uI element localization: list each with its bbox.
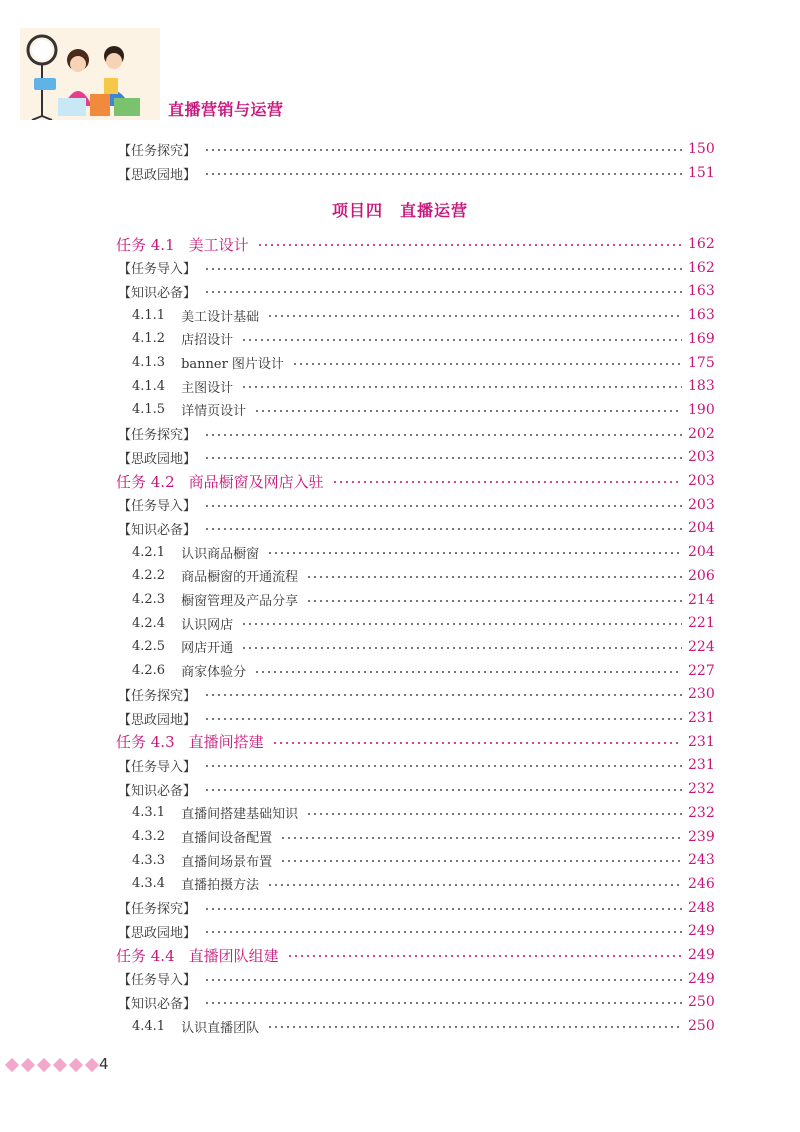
dot-leader (306, 813, 682, 815)
dot-leader (204, 931, 682, 933)
toc-page-number: 231 (688, 733, 715, 750)
toc-entry-label: 【思政园地】 (118, 712, 197, 728)
toc-page-number: 239 (688, 828, 715, 845)
toc-entry-number: 4.3.3 (132, 852, 166, 868)
toc-entry-number: 任务 4.4 (116, 946, 175, 965)
toc-entry-number: 任务 4.1 (116, 235, 175, 254)
toc-entry[interactable] (118, 990, 714, 1014)
toc-entry-label: 【任务探究】 (118, 902, 197, 918)
toc-task-entry[interactable] (116, 232, 714, 256)
toc-section-entry[interactable] (132, 825, 714, 849)
toc-entry-number: 4.1.3 (132, 355, 166, 370)
toc-entry-label: 详情页设计 (181, 404, 247, 420)
toc-task-entry[interactable] (116, 469, 714, 493)
toc-entry-number: 4.3.2 (132, 829, 166, 844)
footer-diamond-ornament (5, 1058, 99, 1072)
toc-page-number: 246 (688, 875, 715, 892)
diamond-icon (21, 1058, 35, 1072)
toc-page-number: 249 (688, 923, 715, 940)
toc-section-entry[interactable] (132, 635, 714, 659)
diamond-icon (85, 1058, 99, 1072)
toc-entry-label: 认识直播团队 (181, 1020, 260, 1036)
toc-entry-label: 美工设计 (188, 235, 249, 254)
toc-task-entry[interactable] (116, 730, 714, 754)
toc-page-number: 163 (688, 283, 715, 300)
toc-page-number: 224 (688, 638, 715, 655)
dot-leader (204, 528, 682, 530)
dot-leader (241, 386, 682, 388)
toc-page-number: 175 (688, 354, 715, 371)
dot-leader (204, 718, 682, 720)
diamond-icon (5, 1058, 19, 1072)
toc-entry-number: 4.3.1 (132, 805, 166, 821)
toc-entry-label: 直播间场景布置 (181, 854, 273, 870)
toc-entry[interactable] (118, 706, 714, 730)
toc-entry-label: 认识商品橱窗 (181, 546, 260, 562)
toc-page-number: 203 (688, 496, 715, 513)
toc-entry-label: 商品橱窗的开通流程 (181, 570, 299, 586)
livestream-illustration (20, 28, 160, 120)
toc-section-entry[interactable] (132, 303, 714, 327)
toc-entry-label: 【思政园地】 (118, 167, 197, 183)
dot-leader (204, 908, 682, 910)
toc-page-number: 250 (688, 994, 715, 1011)
toc-entry[interactable] (118, 422, 714, 446)
toc-entry[interactable] (118, 682, 714, 706)
toc-section-entry[interactable] (132, 564, 714, 588)
dot-leader (241, 647, 682, 649)
dot-leader (241, 339, 682, 341)
toc-entry-label: 【知识必备】 (118, 285, 197, 301)
dot-leader (204, 694, 682, 696)
dot-leader (204, 434, 682, 436)
toc-entry-number: 任务 4.3 (116, 733, 175, 752)
toc-page-number: 250 (688, 1018, 715, 1035)
toc-page-number: 169 (688, 330, 715, 347)
toc-entry-label: banner 图片设计 (181, 357, 284, 372)
toc-page-number: 249 (688, 947, 715, 963)
toc-page-number: 232 (688, 781, 715, 798)
toc-section-entry[interactable] (132, 848, 714, 872)
toc-page-number: 221 (688, 615, 715, 632)
toc-entry-number: 4.3.4 (132, 876, 166, 892)
toc-entry-number: 4.2.6 (132, 663, 166, 679)
toc-entry-label: 【思政园地】 (118, 451, 197, 467)
dot-leader (204, 457, 682, 459)
toc-entry-label: 直播间搭建基础知识 (181, 807, 299, 823)
toc-section-entry[interactable] (132, 327, 714, 351)
diamond-icon (53, 1058, 67, 1072)
toc-page-number: 204 (688, 520, 715, 537)
toc-page-number: 162 (688, 236, 715, 252)
toc-entry-label: 【知识必备】 (118, 996, 197, 1012)
toc-entry[interactable] (118, 896, 714, 920)
toc-section-entry[interactable] (132, 588, 714, 612)
toc-entry-label: 【知识必备】 (118, 783, 197, 799)
toc-page-number: 202 (688, 425, 715, 442)
toc-entry-label: 直播拍摄方法 (181, 878, 260, 894)
toc-page-number: 203 (688, 449, 715, 466)
dot-leader (292, 363, 682, 365)
page-number: 4 (99, 1055, 109, 1073)
dot-leader (267, 1026, 682, 1028)
toc-section-entry[interactable] (132, 540, 714, 564)
toc-entry-number: 任务 4.2 (116, 472, 175, 491)
toc-page-number: 163 (688, 307, 715, 324)
toc-entry[interactable] (118, 137, 714, 161)
toc-entry-label: 店招设计 (181, 333, 234, 349)
toc-entry-label: 直播团队组建 (188, 946, 279, 965)
dot-leader (254, 410, 682, 412)
toc-page-number: 162 (688, 259, 715, 276)
toc-entry-label: 商家体验分 (181, 665, 247, 681)
dot-leader (204, 1002, 682, 1004)
toc-entry-label: 【任务探究】 (118, 688, 197, 704)
dot-leader (287, 955, 682, 957)
toc-entry-label: 直播间搭建 (188, 733, 264, 752)
dot-leader (306, 576, 682, 578)
toc-page-number: 214 (688, 591, 715, 608)
toc-page-number: 248 (688, 899, 715, 916)
dot-leader (280, 860, 682, 862)
toc-entry-number: 4.2.4 (132, 615, 166, 631)
toc-entry-number: 4.2.1 (132, 544, 166, 560)
toc-entry[interactable] (118, 967, 714, 991)
toc-page-number: 230 (688, 686, 715, 703)
dot-leader (204, 291, 682, 293)
toc-page-number: 204 (688, 544, 715, 561)
toc-section-entry[interactable] (132, 374, 714, 398)
toc-entry[interactable] (118, 161, 714, 185)
dot-leader (204, 505, 682, 507)
dot-leader (204, 173, 682, 175)
dot-leader (272, 742, 682, 744)
toc-entry-number: 4.2.3 (132, 592, 166, 607)
toc-entry[interactable] (118, 493, 714, 517)
toc-entry-number: 4.1.1 (132, 307, 166, 323)
dot-leader (204, 789, 682, 791)
diamond-icon (69, 1058, 83, 1072)
dot-leader (306, 600, 682, 602)
project-heading: 项目四 直播运营 (331, 201, 468, 220)
toc-section-entry[interactable] (132, 1014, 714, 1038)
toc-entry[interactable] (118, 516, 714, 540)
toc-page-number: 183 (688, 378, 715, 395)
toc-entry[interactable] (118, 753, 714, 777)
toc-page-number: 231 (688, 710, 715, 726)
toc-entry[interactable] (118, 919, 714, 943)
toc-page-number: 232 (688, 804, 715, 821)
toc-entry-label: 【任务探究】 (118, 428, 197, 444)
toc-section-entry[interactable] (132, 872, 714, 896)
toc-page-number: 243 (688, 852, 715, 869)
toc-page-number: 150 (688, 141, 715, 157)
toc-section-entry[interactable] (132, 611, 714, 635)
dot-leader (267, 884, 682, 886)
toc-entry-label: 【任务导入】 (118, 759, 197, 775)
toc-entry-label: 美工设计基础 (181, 309, 260, 325)
toc-section-entry[interactable] (132, 351, 714, 375)
book-title: 直播营销与运营 (168, 100, 284, 119)
toc-entry[interactable] (118, 445, 714, 469)
toc-entry-label: 网店开通 (181, 641, 234, 657)
toc-entry[interactable] (118, 777, 714, 801)
dot-leader (280, 837, 682, 839)
diamond-icon (37, 1058, 51, 1072)
toc-entry-number: 4.2.5 (132, 639, 166, 655)
toc-page-number: 227 (688, 662, 715, 679)
toc-task-entry[interactable] (116, 943, 714, 967)
toc-section-entry[interactable] (132, 801, 714, 825)
toc-entry[interactable] (118, 256, 714, 280)
toc-entry-label: 认识网店 (181, 617, 234, 633)
toc-entry-label: 主图设计 (181, 380, 234, 396)
toc-entry-number: 4.2.2 (132, 568, 166, 584)
toc-entry-label: 【任务导入】 (118, 499, 197, 515)
toc-page-number: 190 (688, 401, 715, 418)
toc-entry-label: 【思政园地】 (118, 925, 197, 941)
toc-entry-number: 4.1.5 (132, 402, 166, 418)
dot-leader (204, 268, 682, 270)
toc-page-number: 206 (688, 567, 715, 584)
toc-page-number: 203 (688, 473, 715, 489)
dot-leader (267, 552, 682, 554)
toc-entry-label: 【任务导入】 (118, 973, 197, 989)
toc-entry-label: 橱窗管理及产品分享 (181, 594, 299, 609)
toc-section-entry[interactable] (132, 398, 714, 422)
toc-entry-number: 4.1.2 (132, 331, 166, 347)
toc-entry-label: 【知识必备】 (118, 522, 197, 538)
toc-entry-label: 商品橱窗及网店入驻 (188, 472, 324, 491)
dot-leader (332, 481, 682, 483)
dot-leader (204, 765, 682, 767)
dot-leader (241, 623, 682, 625)
dot-leader (204, 149, 682, 151)
dot-leader (257, 244, 682, 246)
dot-leader (204, 979, 682, 981)
toc-entry-label: 【任务探究】 (118, 143, 197, 159)
toc-page-number: 151 (688, 165, 715, 181)
toc-entry-label: 直播间设备配置 (181, 831, 273, 846)
toc-page-number: 231 (688, 757, 715, 774)
dot-leader (254, 671, 682, 673)
toc-entry-number: 4.4.1 (132, 1018, 166, 1034)
toc-section-entry[interactable] (132, 659, 714, 683)
toc-entry[interactable] (118, 279, 714, 303)
toc-entry-label: 【任务导入】 (118, 262, 197, 278)
dot-leader (267, 315, 682, 317)
toc-page-number: 249 (688, 970, 715, 987)
toc-entry-number: 4.1.4 (132, 378, 166, 394)
